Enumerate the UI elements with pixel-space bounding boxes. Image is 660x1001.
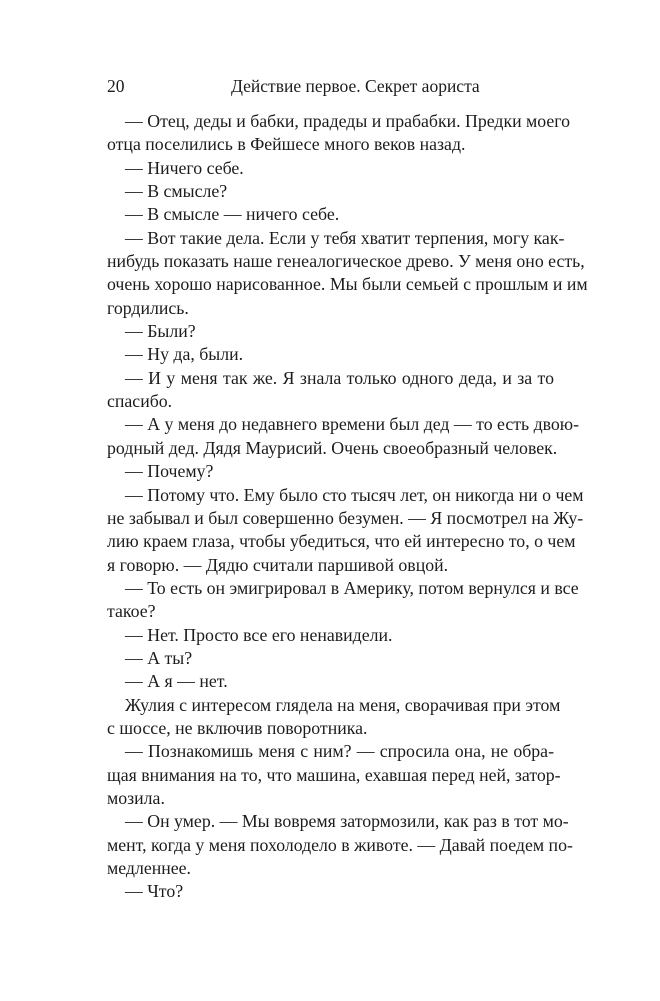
running-head [107,74,554,98]
text-line: нибудь показать наше генеалогическое древо. У меня оно есть, [107,251,585,272]
text-line: мозила. [107,787,165,808]
text-line: Жулия с интересом глядела на меня, сворачивая при этом [125,694,561,715]
text-line: не забывал и был совершенно безумен. — Я посмотрел на Жу- [107,507,584,528]
text-line: я говорю. — Дядю считали паршивой овцой. [107,554,449,575]
text-line: — Что? [125,881,184,902]
text-line: такое? [107,601,156,622]
page-number: 20 [107,76,125,96]
chapter-title: Действие первое. Секрет аориста [231,76,480,96]
text-line: — Познакомишь меня с ним? — спросила она, не обра- [125,741,554,762]
text-line: медленнее. [107,858,191,878]
text-line: — И у меня так же. Я знала только одного деда, и за то [125,367,554,388]
body-text [107,110,588,904]
text-line: спасибо. [107,391,173,412]
text-line: мент, когда у меня похолодело в животе. — Давай поедем по- [107,834,573,855]
text-line: с шоссе, не включив поворотника. [107,717,368,738]
text-line: щая внимания на то, что машина, ехавшая перед ней, затор- [107,764,561,785]
text-line: гордились. [107,297,189,318]
text-line: родный дед. Дядя Маурисий. Очень своеобразный человек. [107,437,558,458]
text-line: — Почему? [125,461,214,482]
text-line: — А я — нет. [125,671,228,692]
text-line: лию краем глаза, чтобы убедиться, что ей интересно то, о чем [107,531,576,552]
text-line: — В смысле? [125,181,228,202]
text-line: — Ничего себе. [125,157,244,178]
text-line: — Вот такие дела. Если у тебя хватит терпения, могу как- [125,227,565,248]
text-line: — Он умер. — Мы вовремя затормозили, как раз в тот мо- [125,811,569,832]
text-line: — Нет. Просто все его ненавидели. [125,624,393,645]
text-line: отца поселились в Фейшесе много веков назад. [107,134,466,155]
text-line: — То есть он эмигрировал в Америку, потом вернулся и все [125,577,579,598]
text-line: — А у меня до недавнего времени был дед — то есть двою- [125,414,579,435]
text-line: — Отец, деды и бабки, прадеды и прабабки. Предки моего [125,111,571,131]
text-line: — Потому что. Ему было сто тысяч лет, он никогда ни о чем [125,484,584,505]
text-line: — А ты? [125,647,193,668]
text-line: — Были? [125,321,196,342]
text-line: очень хорошо нарисованное. Мы были семьей с прошлым и им [107,274,588,295]
text-line: — В смысле — ничего себе. [125,204,340,225]
text-line: — Ну да, были. [125,344,244,365]
